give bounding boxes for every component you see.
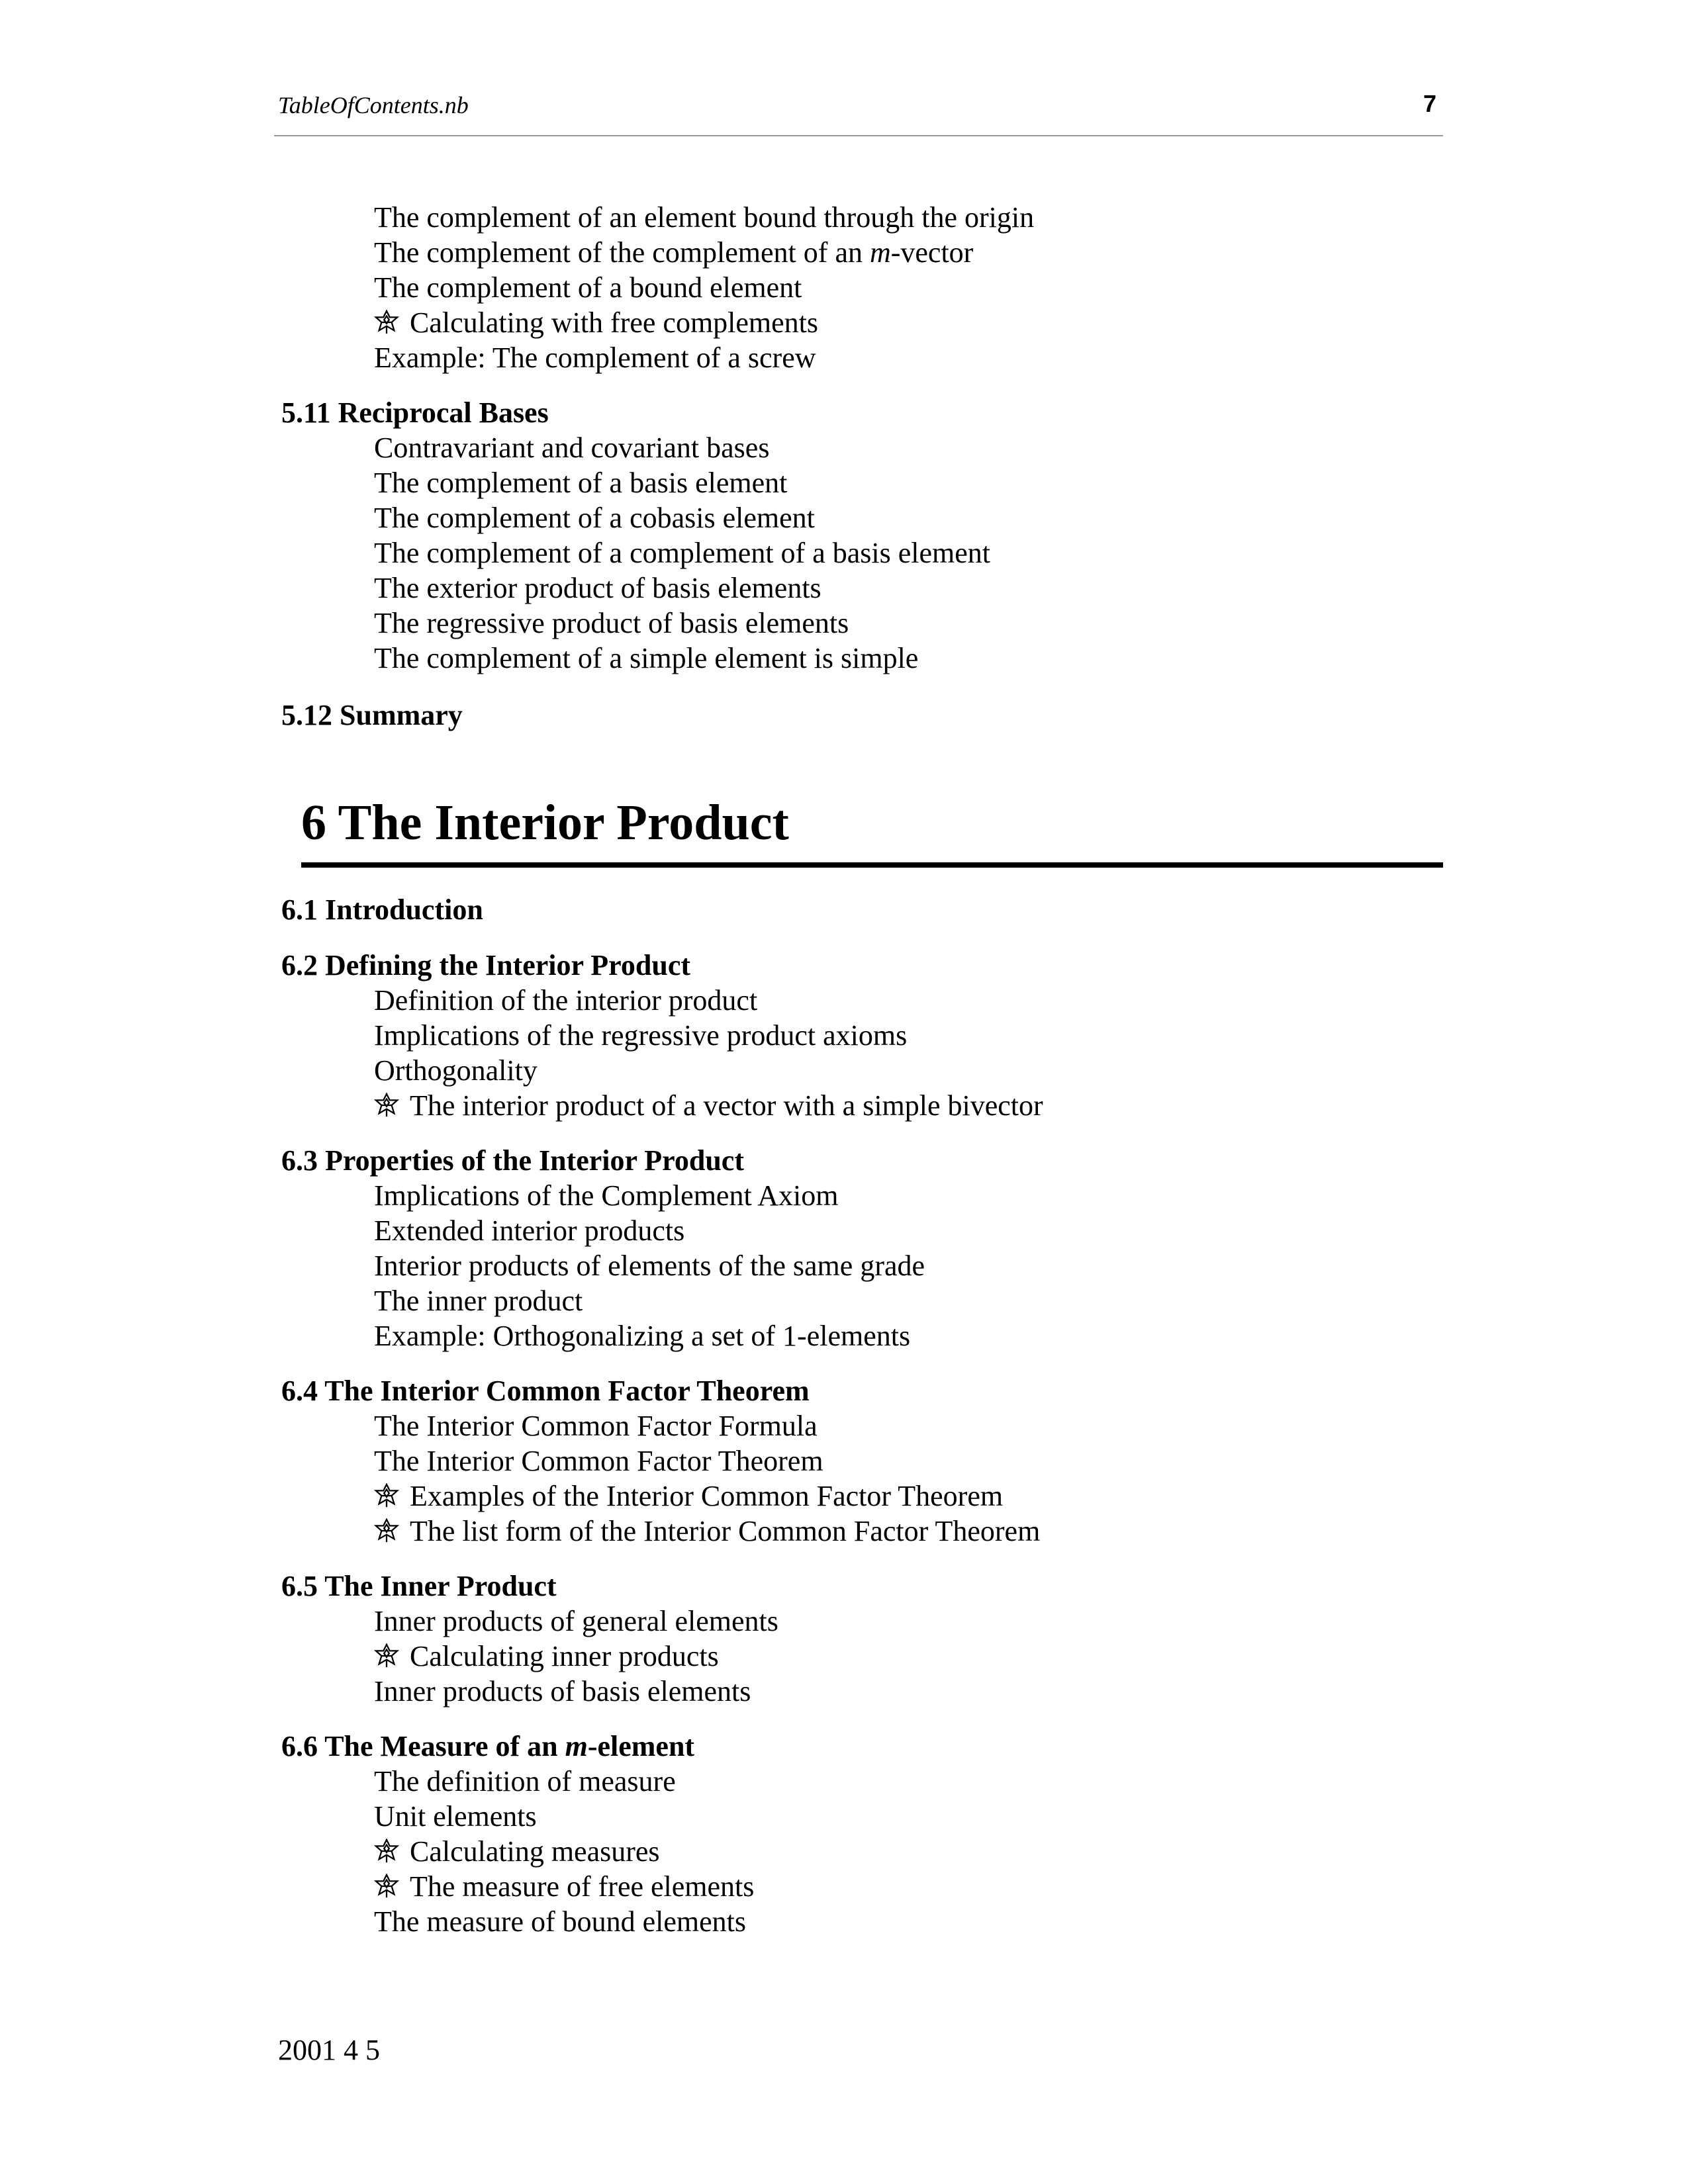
header-title: TableOfContents.nb: [278, 92, 469, 118]
math-m: m: [869, 236, 891, 269]
chapter-heading[interactable]: 6 The Interior Product: [301, 795, 789, 850]
section-heading-text: -element: [587, 1730, 695, 1762]
toc-entry[interactable]: The Interior Common Factor Formula: [374, 1410, 818, 1442]
snowflake-icon: [374, 310, 399, 335]
toc-entry[interactable]: [374, 236, 973, 271]
snowflake-icon: [374, 1483, 399, 1508]
snowflake-icon: [374, 1874, 399, 1899]
toc-entry[interactable]: Implications of the Complement Axiom: [374, 1179, 839, 1212]
toc-entry[interactable]: Inner products of basis elements: [374, 1675, 751, 1707]
toc-entry[interactable]: The complement of a basis element: [374, 467, 788, 499]
toc-entry[interactable]: The complement of a bound element: [374, 271, 802, 304]
chapter-rule: [301, 862, 1443, 868]
toc-entry-text: The interior product of a vector with a simple bivector: [410, 1089, 1043, 1122]
section-heading[interactable]: 5.11 Reciprocal Bases: [281, 396, 549, 429]
toc-entry[interactable]: The regressive product of basis elements: [374, 607, 849, 639]
toc-entry-text: -vector: [890, 236, 974, 269]
toc-entry-text: Calculating measures: [410, 1835, 660, 1868]
toc-entry[interactable]: The definition of measure: [374, 1765, 676, 1797]
toc-entry-text: Examples of the Interior Common Factor Theorem: [410, 1480, 1004, 1512]
snowflake-icon: [374, 1518, 399, 1543]
snowflake-icon: [374, 1643, 399, 1668]
toc-entry[interactable]: Unit elements: [374, 1800, 537, 1833]
toc-entry[interactable]: [374, 1089, 1043, 1124]
toc-entry[interactable]: The exterior product of basis elements: [374, 572, 821, 604]
section-heading[interactable]: 5.12 Summary: [281, 699, 463, 731]
toc-entry[interactable]: Example: The complement of a screw: [374, 341, 816, 374]
snowflake-icon: [374, 1839, 399, 1864]
toc-entry[interactable]: Extended interior products: [374, 1214, 685, 1247]
toc-entry[interactable]: The complement of an element bound through the origin: [374, 201, 1035, 234]
toc-entry[interactable]: [374, 1479, 1003, 1514]
section-heading[interactable]: 6.2 Defining the Interior Product: [281, 949, 690, 981]
math-m: m: [565, 1730, 588, 1762]
toc-entry-text: The complement of the complement of an: [374, 236, 870, 269]
section-heading[interactable]: 6.1 Introduction: [281, 893, 483, 926]
toc-entry[interactable]: Example: Orthogonalizing a set of 1-elements: [374, 1320, 911, 1352]
toc-entry-text: Calculating with free complements: [410, 306, 819, 339]
toc-entry[interactable]: The complement of a complement of a basis element: [374, 537, 991, 569]
toc-entry[interactable]: The complement of a cobasis element: [374, 502, 815, 534]
toc-entry[interactable]: Implications of the regressive product axioms: [374, 1019, 908, 1052]
section-heading[interactable]: 6.5 The Inner Product: [281, 1570, 557, 1602]
toc-entry[interactable]: [374, 1639, 719, 1674]
section-heading[interactable]: 6.4 The Interior Common Factor Theorem: [281, 1375, 810, 1407]
toc-entry[interactable]: [374, 1835, 660, 1870]
toc-entry[interactable]: [374, 1514, 1040, 1549]
toc-entry[interactable]: Orthogonality: [374, 1054, 538, 1087]
toc-entry[interactable]: Interior products of elements of the same grade: [374, 1250, 925, 1282]
section-heading[interactable]: [281, 1729, 694, 1764]
toc-entry[interactable]: Inner products of general elements: [374, 1605, 778, 1637]
toc-entry[interactable]: The measure of bound elements: [374, 1905, 747, 1938]
snowflake-icon: [374, 1093, 399, 1118]
toc-entry-text: The measure of free elements: [410, 1870, 755, 1903]
toc-entry[interactable]: The Interior Common Factor Theorem: [374, 1445, 823, 1477]
toc-entry-text: Calculating inner products: [410, 1640, 719, 1672]
toc-entry[interactable]: [374, 1870, 754, 1905]
page-footer-date: 2001 4 5: [278, 2034, 380, 2066]
toc-entry-text: The list form of the Interior Common Factor Theorem: [410, 1515, 1041, 1547]
toc-entry[interactable]: [374, 306, 818, 341]
toc-entry[interactable]: The inner product: [374, 1285, 583, 1317]
section-heading[interactable]: 6.3 Properties of the Interior Product: [281, 1144, 744, 1177]
toc-entry[interactable]: Contravariant and covariant bases: [374, 432, 770, 464]
toc-entry[interactable]: The complement of a simple element is simple: [374, 642, 919, 674]
section-heading-text: 6.6 The Measure of an: [281, 1730, 565, 1762]
toc-entry[interactable]: Definition of the interior product: [374, 984, 758, 1017]
header-page-number: 7: [1423, 90, 1436, 117]
